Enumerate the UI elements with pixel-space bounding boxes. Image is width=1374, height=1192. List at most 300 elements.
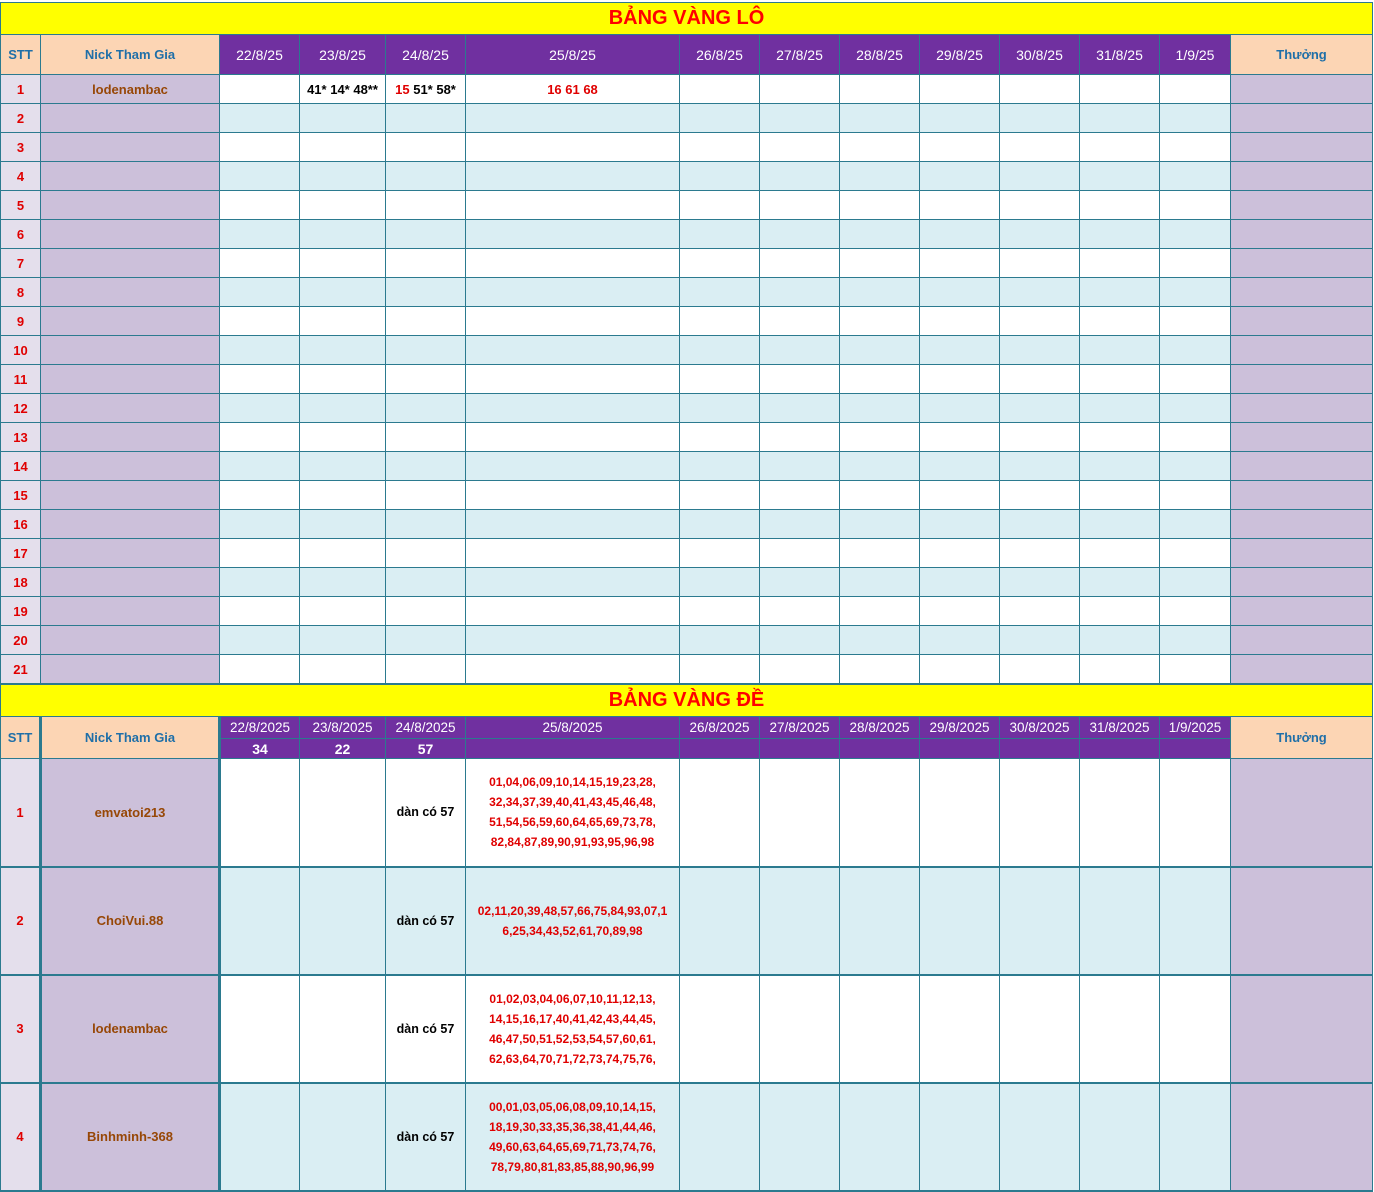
cell[interactable] <box>1160 759 1231 867</box>
reward-cell[interactable] <box>1231 975 1373 1083</box>
cell[interactable] <box>300 365 386 394</box>
cell[interactable] <box>300 510 386 539</box>
cell[interactable] <box>386 452 466 481</box>
cell[interactable] <box>466 278 680 307</box>
cell[interactable] <box>220 104 300 133</box>
cell[interactable] <box>1160 452 1231 481</box>
cell[interactable] <box>386 220 466 249</box>
cell[interactable] <box>466 365 680 394</box>
cell[interactable] <box>920 249 1000 278</box>
cell[interactable] <box>920 626 1000 655</box>
reward-cell[interactable] <box>1231 568 1373 597</box>
cell[interactable] <box>1000 104 1080 133</box>
cell[interactable] <box>466 336 680 365</box>
cell[interactable] <box>680 104 760 133</box>
cell[interactable] <box>220 452 300 481</box>
cell[interactable] <box>920 75 1000 104</box>
cell[interactable] <box>220 307 300 336</box>
cell[interactable] <box>1000 597 1080 626</box>
cell[interactable] <box>220 510 300 539</box>
cell[interactable] <box>680 759 760 867</box>
cell[interactable] <box>920 510 1000 539</box>
cell[interactable] <box>386 162 466 191</box>
cell[interactable] <box>1000 510 1080 539</box>
cell[interactable] <box>760 975 840 1083</box>
cell[interactable] <box>300 104 386 133</box>
cell[interactable] <box>680 510 760 539</box>
cell[interactable] <box>300 307 386 336</box>
reward-cell[interactable] <box>1231 510 1373 539</box>
cell[interactable] <box>680 867 760 975</box>
cell[interactable] <box>466 655 680 684</box>
reward-cell[interactable] <box>1231 191 1373 220</box>
reward-cell[interactable] <box>1231 481 1373 510</box>
reward-cell[interactable] <box>1231 220 1373 249</box>
cell[interactable] <box>920 336 1000 365</box>
cell-pick[interactable]: 16 61 68 <box>466 75 680 104</box>
cell[interactable] <box>1160 278 1231 307</box>
cell[interactable] <box>1160 365 1231 394</box>
cell[interactable] <box>1080 278 1160 307</box>
cell[interactable] <box>680 307 760 336</box>
row-nick[interactable] <box>41 626 220 655</box>
cell[interactable] <box>1000 162 1080 191</box>
cell[interactable] <box>920 975 1000 1083</box>
reward-cell[interactable] <box>1231 249 1373 278</box>
cell[interactable] <box>680 75 760 104</box>
cell[interactable] <box>220 655 300 684</box>
cell[interactable] <box>1080 133 1160 162</box>
row-nick[interactable] <box>41 568 220 597</box>
cell[interactable] <box>680 278 760 307</box>
cell[interactable] <box>840 336 920 365</box>
cell[interactable] <box>1000 452 1080 481</box>
reward-cell[interactable] <box>1231 867 1373 975</box>
cell[interactable] <box>1000 626 1080 655</box>
cell[interactable] <box>1000 220 1080 249</box>
cell[interactable] <box>920 278 1000 307</box>
row-nick[interactable] <box>41 539 220 568</box>
cell[interactable] <box>680 365 760 394</box>
cell[interactable] <box>1080 867 1160 975</box>
reward-cell[interactable] <box>1231 759 1373 867</box>
cell[interactable] <box>220 162 300 191</box>
cell[interactable] <box>300 220 386 249</box>
cell[interactable] <box>840 626 920 655</box>
row-nick[interactable] <box>41 191 220 220</box>
cell[interactable] <box>680 481 760 510</box>
cell[interactable] <box>466 307 680 336</box>
cell[interactable] <box>300 975 386 1083</box>
cell[interactable] <box>466 191 680 220</box>
cell-note[interactable]: dàn có 57 <box>386 867 466 975</box>
reward-cell[interactable] <box>1231 1083 1373 1191</box>
cell[interactable] <box>1000 394 1080 423</box>
cell[interactable] <box>300 133 386 162</box>
cell[interactable] <box>1160 394 1231 423</box>
cell[interactable] <box>466 597 680 626</box>
cell[interactable] <box>466 423 680 452</box>
cell[interactable] <box>386 336 466 365</box>
cell[interactable] <box>1160 104 1231 133</box>
cell[interactable] <box>840 510 920 539</box>
cell[interactable] <box>1000 278 1080 307</box>
cell[interactable] <box>760 1083 840 1191</box>
cell[interactable] <box>680 394 760 423</box>
cell[interactable] <box>1080 104 1160 133</box>
cell[interactable] <box>466 133 680 162</box>
cell[interactable] <box>1080 394 1160 423</box>
cell[interactable] <box>760 510 840 539</box>
cell[interactable] <box>386 655 466 684</box>
reward-cell[interactable] <box>1231 597 1373 626</box>
cell[interactable] <box>680 626 760 655</box>
cell[interactable] <box>1000 481 1080 510</box>
row-nick[interactable] <box>41 133 220 162</box>
cell[interactable] <box>840 597 920 626</box>
cell[interactable] <box>840 867 920 975</box>
row-nick[interactable] <box>41 365 220 394</box>
cell[interactable] <box>1080 336 1160 365</box>
cell[interactable] <box>300 1083 386 1191</box>
cell[interactable] <box>386 307 466 336</box>
cell[interactable] <box>1080 423 1160 452</box>
cell[interactable] <box>760 759 840 867</box>
cell[interactable] <box>1000 568 1080 597</box>
cell[interactable] <box>1000 133 1080 162</box>
cell[interactable] <box>760 867 840 975</box>
cell[interactable] <box>1000 336 1080 365</box>
cell[interactable] <box>760 104 840 133</box>
cell-picks[interactable]: 02,11,20,39,48,57,66,75,84,93,07,1 6,25,34,43,52,61,70,89,98 <box>466 867 680 975</box>
cell[interactable] <box>300 481 386 510</box>
cell[interactable] <box>680 597 760 626</box>
cell[interactable] <box>220 365 300 394</box>
row-nick[interactable] <box>41 452 220 481</box>
cell[interactable] <box>760 626 840 655</box>
cell[interactable] <box>1160 423 1231 452</box>
cell[interactable] <box>840 104 920 133</box>
cell[interactable] <box>760 394 840 423</box>
cell-note[interactable]: dàn có 57 <box>386 1083 466 1191</box>
cell[interactable] <box>1000 191 1080 220</box>
reward-cell[interactable] <box>1231 423 1373 452</box>
reward-cell[interactable] <box>1231 655 1373 684</box>
cell[interactable] <box>466 539 680 568</box>
cell[interactable] <box>920 481 1000 510</box>
cell[interactable] <box>920 597 1000 626</box>
cell[interactable] <box>386 278 466 307</box>
cell[interactable] <box>1080 481 1160 510</box>
cell[interactable] <box>1000 423 1080 452</box>
cell[interactable] <box>840 539 920 568</box>
cell[interactable] <box>840 278 920 307</box>
row-nick[interactable] <box>41 510 220 539</box>
cell[interactable] <box>466 626 680 655</box>
cell[interactable] <box>1160 191 1231 220</box>
reward-cell[interactable] <box>1231 162 1373 191</box>
cell[interactable] <box>1160 133 1231 162</box>
cell[interactable] <box>1160 249 1231 278</box>
cell[interactable] <box>760 162 840 191</box>
cell[interactable] <box>840 191 920 220</box>
cell[interactable] <box>920 394 1000 423</box>
row-nick[interactable] <box>41 307 220 336</box>
cell[interactable] <box>920 133 1000 162</box>
cell-picks[interactable]: 00,01,03,05,06,08,09,10,14,15, 18,19,30,33,35,36,38,41,44,46, 49,60,63,64,65,69,71,73,74,76, 78,79,80,81,83,85,88,90,96,99 <box>466 1083 680 1191</box>
cell[interactable] <box>300 539 386 568</box>
cell[interactable] <box>680 133 760 162</box>
cell[interactable] <box>760 191 840 220</box>
cell[interactable] <box>920 759 1000 867</box>
cell[interactable] <box>1160 1083 1231 1191</box>
cell[interactable] <box>300 626 386 655</box>
cell[interactable] <box>920 365 1000 394</box>
cell[interactable] <box>1080 510 1160 539</box>
row-nick[interactable] <box>41 104 220 133</box>
cell[interactable] <box>760 307 840 336</box>
cell[interactable] <box>220 278 300 307</box>
cell[interactable] <box>760 597 840 626</box>
cell[interactable] <box>760 423 840 452</box>
cell[interactable] <box>1160 597 1231 626</box>
cell[interactable] <box>920 539 1000 568</box>
cell[interactable] <box>386 249 466 278</box>
cell[interactable] <box>680 452 760 481</box>
cell[interactable] <box>1080 75 1160 104</box>
cell[interactable] <box>840 365 920 394</box>
cell[interactable] <box>220 975 300 1083</box>
cell[interactable] <box>386 423 466 452</box>
cell[interactable] <box>220 191 300 220</box>
cell[interactable] <box>300 423 386 452</box>
cell[interactable] <box>840 759 920 867</box>
cell[interactable] <box>220 867 300 975</box>
cell[interactable] <box>1080 307 1160 336</box>
cell[interactable] <box>386 481 466 510</box>
cell[interactable] <box>466 220 680 249</box>
cell[interactable] <box>760 220 840 249</box>
cell[interactable] <box>760 539 840 568</box>
cell[interactable] <box>386 394 466 423</box>
cell[interactable] <box>300 249 386 278</box>
cell[interactable] <box>466 104 680 133</box>
cell[interactable] <box>760 278 840 307</box>
cell[interactable] <box>920 568 1000 597</box>
cell[interactable] <box>680 191 760 220</box>
cell[interactable] <box>760 336 840 365</box>
cell[interactable] <box>300 394 386 423</box>
cell[interactable] <box>220 481 300 510</box>
reward-cell[interactable] <box>1231 307 1373 336</box>
cell[interactable] <box>1000 1083 1080 1191</box>
cell[interactable] <box>680 220 760 249</box>
reward-cell[interactable] <box>1231 278 1373 307</box>
cell[interactable] <box>386 133 466 162</box>
cell[interactable] <box>220 394 300 423</box>
cell[interactable] <box>840 975 920 1083</box>
cell[interactable] <box>760 655 840 684</box>
cell[interactable] <box>1000 365 1080 394</box>
cell[interactable] <box>466 510 680 539</box>
reward-cell[interactable] <box>1231 336 1373 365</box>
cell[interactable] <box>840 307 920 336</box>
cell[interactable] <box>466 162 680 191</box>
cell[interactable] <box>220 1083 300 1191</box>
cell[interactable] <box>466 481 680 510</box>
cell[interactable] <box>920 307 1000 336</box>
cell[interactable] <box>920 220 1000 249</box>
cell[interactable] <box>1000 539 1080 568</box>
cell[interactable] <box>1160 510 1231 539</box>
reward-cell[interactable] <box>1231 626 1373 655</box>
cell[interactable] <box>1000 975 1080 1083</box>
cell[interactable] <box>1160 539 1231 568</box>
cell[interactable] <box>680 336 760 365</box>
cell[interactable] <box>466 452 680 481</box>
cell[interactable] <box>680 423 760 452</box>
reward-cell[interactable] <box>1231 133 1373 162</box>
cell[interactable] <box>840 1083 920 1191</box>
cell[interactable] <box>680 975 760 1083</box>
cell[interactable] <box>1080 1083 1160 1191</box>
cell[interactable] <box>466 394 680 423</box>
cell[interactable] <box>760 481 840 510</box>
cell[interactable] <box>920 104 1000 133</box>
reward-cell[interactable] <box>1231 75 1373 104</box>
cell[interactable] <box>840 655 920 684</box>
row-nick[interactable] <box>41 481 220 510</box>
cell[interactable] <box>1080 220 1160 249</box>
reward-cell[interactable] <box>1231 365 1373 394</box>
cell[interactable] <box>680 249 760 278</box>
cell[interactable] <box>220 336 300 365</box>
cell-pick[interactable]: 41* 14* 48** <box>300 75 386 104</box>
cell[interactable] <box>1080 597 1160 626</box>
cell[interactable] <box>1000 307 1080 336</box>
cell-note[interactable]: dàn có 57 <box>386 759 466 867</box>
row-nick[interactable] <box>41 655 220 684</box>
cell[interactable] <box>1080 452 1160 481</box>
cell[interactable] <box>1080 568 1160 597</box>
cell[interactable] <box>300 162 386 191</box>
cell[interactable] <box>840 568 920 597</box>
cell[interactable] <box>840 133 920 162</box>
cell[interactable] <box>920 1083 1000 1191</box>
cell[interactable] <box>1160 162 1231 191</box>
cell[interactable] <box>220 597 300 626</box>
cell[interactable] <box>386 365 466 394</box>
cell[interactable] <box>680 568 760 597</box>
reward-cell[interactable] <box>1231 394 1373 423</box>
cell[interactable] <box>760 133 840 162</box>
cell[interactable] <box>840 220 920 249</box>
cell[interactable] <box>386 568 466 597</box>
cell-picks[interactable]: 01,02,03,04,06,07,10,11,12,13, 14,15,16,17,40,41,42,43,44,45, 46,47,50,51,52,53,54,57,60,61, 62,63,64,70,71,72,73,74,75,76, <box>466 975 680 1083</box>
cell[interactable] <box>1160 568 1231 597</box>
cell[interactable] <box>920 452 1000 481</box>
cell[interactable] <box>1000 655 1080 684</box>
cell[interactable] <box>840 394 920 423</box>
cell[interactable] <box>386 626 466 655</box>
cell[interactable] <box>1080 759 1160 867</box>
cell[interactable] <box>300 655 386 684</box>
row-nick[interactable] <box>41 249 220 278</box>
cell[interactable] <box>1160 75 1231 104</box>
cell[interactable] <box>1160 975 1231 1083</box>
cell[interactable] <box>466 568 680 597</box>
cell[interactable] <box>1000 867 1080 975</box>
cell[interactable] <box>300 759 386 867</box>
cell[interactable] <box>840 452 920 481</box>
cell-pick[interactable] <box>386 75 466 104</box>
row-nick[interactable] <box>41 220 220 249</box>
cell[interactable] <box>386 510 466 539</box>
cell[interactable] <box>1160 655 1231 684</box>
cell[interactable] <box>680 1083 760 1191</box>
cell[interactable] <box>386 191 466 220</box>
cell[interactable] <box>840 423 920 452</box>
cell[interactable] <box>220 220 300 249</box>
cell[interactable] <box>920 655 1000 684</box>
cell[interactable] <box>220 759 300 867</box>
cell[interactable] <box>760 365 840 394</box>
cell[interactable] <box>760 568 840 597</box>
cell[interactable] <box>386 539 466 568</box>
cell[interactable] <box>300 452 386 481</box>
cell[interactable] <box>1080 655 1160 684</box>
reward-cell[interactable] <box>1231 104 1373 133</box>
cell[interactable] <box>1080 975 1160 1083</box>
cell[interactable] <box>1080 162 1160 191</box>
cell[interactable] <box>1160 220 1231 249</box>
cell[interactable] <box>1080 365 1160 394</box>
row-nick[interactable] <box>41 162 220 191</box>
cell[interactable] <box>680 655 760 684</box>
cell[interactable] <box>386 104 466 133</box>
cell[interactable] <box>386 597 466 626</box>
cell[interactable] <box>220 133 300 162</box>
row-nick[interactable] <box>41 336 220 365</box>
cell[interactable] <box>920 423 1000 452</box>
cell[interactable] <box>1080 191 1160 220</box>
cell[interactable] <box>220 423 300 452</box>
cell[interactable] <box>1160 307 1231 336</box>
cell[interactable] <box>760 75 840 104</box>
cell[interactable] <box>1160 867 1231 975</box>
cell[interactable] <box>220 249 300 278</box>
cell[interactable] <box>1160 336 1231 365</box>
cell[interactable] <box>1000 75 1080 104</box>
cell[interactable] <box>760 452 840 481</box>
cell[interactable] <box>680 539 760 568</box>
cell-note[interactable]: dàn có 57 <box>386 975 466 1083</box>
cell[interactable] <box>300 336 386 365</box>
cell[interactable] <box>300 568 386 597</box>
cell[interactable] <box>300 597 386 626</box>
row-nick[interactable] <box>41 394 220 423</box>
cell[interactable] <box>220 626 300 655</box>
row-nick[interactable] <box>41 278 220 307</box>
row-nick[interactable] <box>41 597 220 626</box>
cell[interactable] <box>1080 249 1160 278</box>
cell[interactable] <box>1000 759 1080 867</box>
cell[interactable] <box>1080 539 1160 568</box>
row-nick[interactable] <box>41 423 220 452</box>
cell[interactable] <box>300 191 386 220</box>
cell[interactable] <box>220 75 300 104</box>
cell[interactable] <box>220 539 300 568</box>
